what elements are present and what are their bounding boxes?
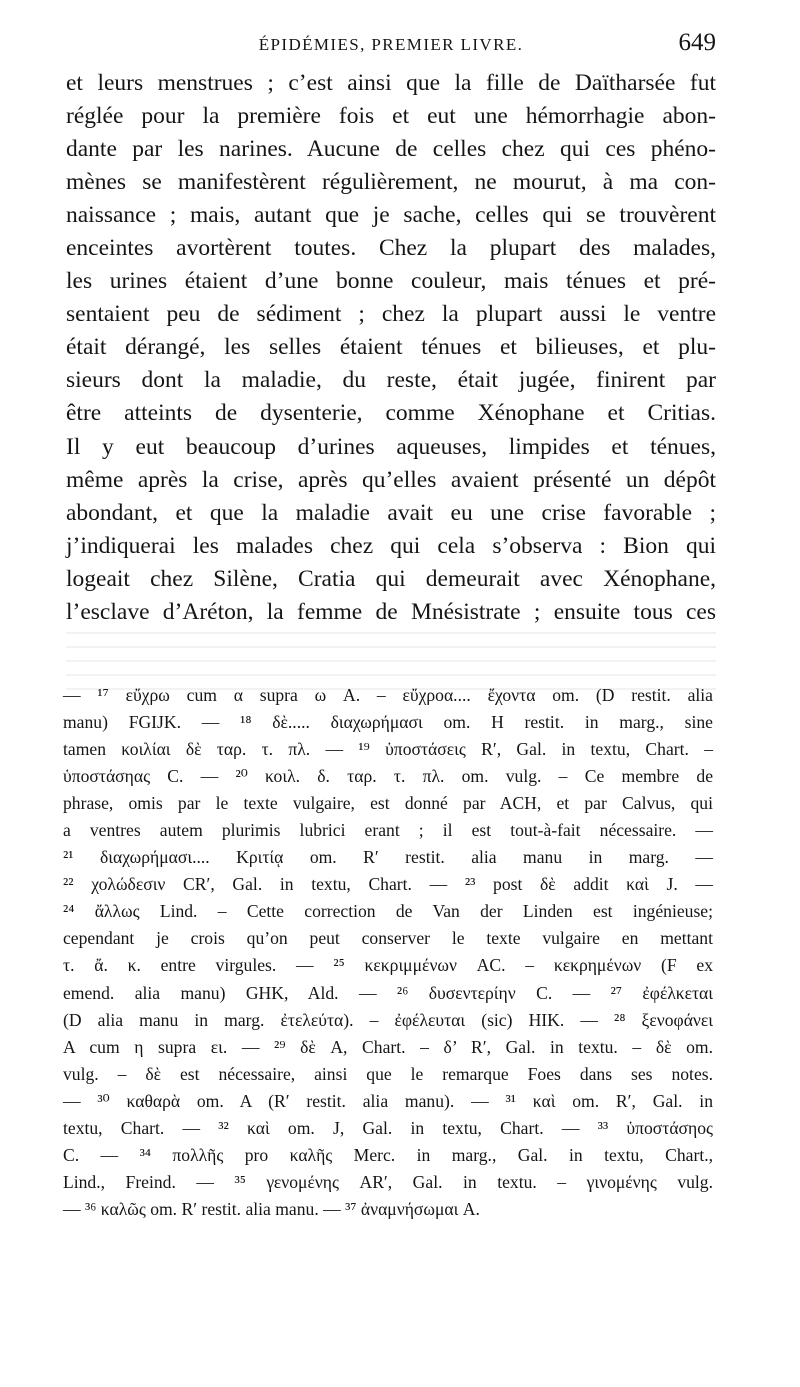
footnote-line: vulg. – δὲ est nécessaire, ainsi que le remarque Foes dans ses notes. xyxy=(63,1063,713,1084)
footnote-line: phrase, omis par le texte vulgaire, est donné par ACH, et par Calvus, qui xyxy=(63,793,713,814)
page-number: 649 xyxy=(678,29,716,56)
footnote-line: — ³⁶ καλῶς om. R′ restit. alia manu. — ³⁷ ἀναμνήσωμαι A. xyxy=(63,1198,480,1219)
footnote-line: τ. ἄ. κ. entre virgules. — ²⁵ κεκριμμένων AC. – κεκρημένων (F ex xyxy=(63,955,713,976)
footnote-line: textu, Chart. — ³² καὶ om. J, Gal. in textu, Chart. — ³³ ὑποστάσηος xyxy=(63,1117,713,1138)
footnote-line: A cum η supra ει. — ²⁹ δὲ A, Chart. – δ’ R′, Gal. in textu. – δὲ om. xyxy=(63,1036,713,1057)
footnote-line: C. — ³⁴ πολλῆς pro καλῆς Merc. in marg., Gal. in textu, Chart., xyxy=(63,1144,713,1165)
text-line: être atteints de dysenterie, comme Xénophane et Critias. xyxy=(66,400,716,427)
footnote-line: cependant je crois qu’on peut conserver le texte vulgaire en mettant xyxy=(63,928,713,949)
running-head: ÉPIDÉMIES, PREMIER LIVRE. xyxy=(258,35,524,54)
text-line: Il y eut beaucoup d’urines aqueuses, limpides et ténues, xyxy=(66,433,716,460)
footnote-line: ²¹ διαχωρήμασι.... Κριτίᾳ om. R′ restit. alia manu in marg. — xyxy=(63,847,713,868)
footnote-line: ὑποστάσηας C. — ²⁰ κοιλ. δ. ταρ. τ. πλ. om. vulg. – Ce membre de xyxy=(63,766,713,787)
main-text xyxy=(66,67,716,629)
text-line: dante par les narines. Aucune de celles chez qui ces phéno- xyxy=(66,136,716,163)
text-line: j’indiquerai les malades chez qui cela s’observa : Bion qui xyxy=(66,532,716,559)
text-line: et leurs menstrues ; c’est ainsi que la fille de Daïtharsée fut xyxy=(66,70,716,96)
text-line: mènes se manifestèrent régulièrement, ne mourut, à ma con- xyxy=(66,169,716,196)
footnote-line: emend. alia manu) GHK, Ald. — ²⁶ δυσεντερίην C. — ²⁷ ἐφέλκεται xyxy=(63,982,713,1003)
text-line: sentaient peu de sédiment ; chez la plupart aussi le ventre xyxy=(66,301,716,328)
page-header xyxy=(66,29,716,61)
footnote-line: ²⁴ ἄλλως Lind. – Cette correction de Van der Linden est ingénieuse; xyxy=(63,901,713,922)
text-line: enceintes avortèrent toutes. Chez la plupart des malades, xyxy=(66,235,716,262)
footnote-line: tamen κοιλίαι δὲ ταρ. τ. πλ. — ¹⁹ ὑποστάσεις R′, Gal. in textu, Chart. – xyxy=(63,739,713,760)
text-line: les urines étaient d’une bonne couleur, mais ténues et pré- xyxy=(66,268,716,295)
text-line: naissance ; mais, autant que je sache, celles qui se trouvèrent xyxy=(66,202,716,229)
text-line: même après la crise, après qu’elles avaient présenté un dépôt xyxy=(66,466,716,493)
footnote-line: Lind., Freind. — ³⁵ γενομένης AR′, Gal. in textu. – γινομένης vulg. xyxy=(63,1171,713,1192)
footnote-line: — ³⁰ καθαρὰ om. A (R′ restit. alia manu). — ³¹ καὶ om. R′, Gal. in xyxy=(63,1090,713,1111)
text-line: abondant, et que la maladie avait eu une crise favorable ; xyxy=(66,499,716,526)
text-line: était dérangé, les selles étaient ténues et bilieuses, et plu- xyxy=(66,334,716,361)
bleed-through-shadow xyxy=(66,630,716,690)
text-line: sieurs dont la maladie, du reste, était jugée, finirent par xyxy=(66,367,716,394)
footnote-line: (D alia manu in marg. ἐτελεύτα). – ἐφέλευται (sic) HIK. — ²⁸ ξενοφάνει xyxy=(63,1009,713,1030)
footnote-line: manu) FGIJK. — ¹⁸ δὲ..... διαχωρήμασι om. H restit. in marg., sine xyxy=(63,712,713,733)
footnotes xyxy=(63,682,713,1223)
footnote-line: ²² χολώδεσιν CR′, Gal. in textu, Chart. — ²³ post δὲ addit καὶ J. — xyxy=(63,874,713,895)
text-line: logeait chez Silène, Cratia qui demeurait avec Xénophane, xyxy=(66,565,716,592)
text-line: réglée pour la première fois et eut une hémorrhagie abon- xyxy=(66,103,716,130)
text-line: l’esclave d’Aréton, la femme de Mnésistrate ; ensuite tous ces xyxy=(66,598,716,625)
footnote-line: — ¹⁷ εὔχρω cum α supra ω A. – εὔχροα.... ἔχοντα om. (D restit. alia xyxy=(63,685,713,705)
footnote-line: a ventres autem plurimis lubrici erant ; il est tout-à-fait nécessaire. — xyxy=(63,820,713,841)
